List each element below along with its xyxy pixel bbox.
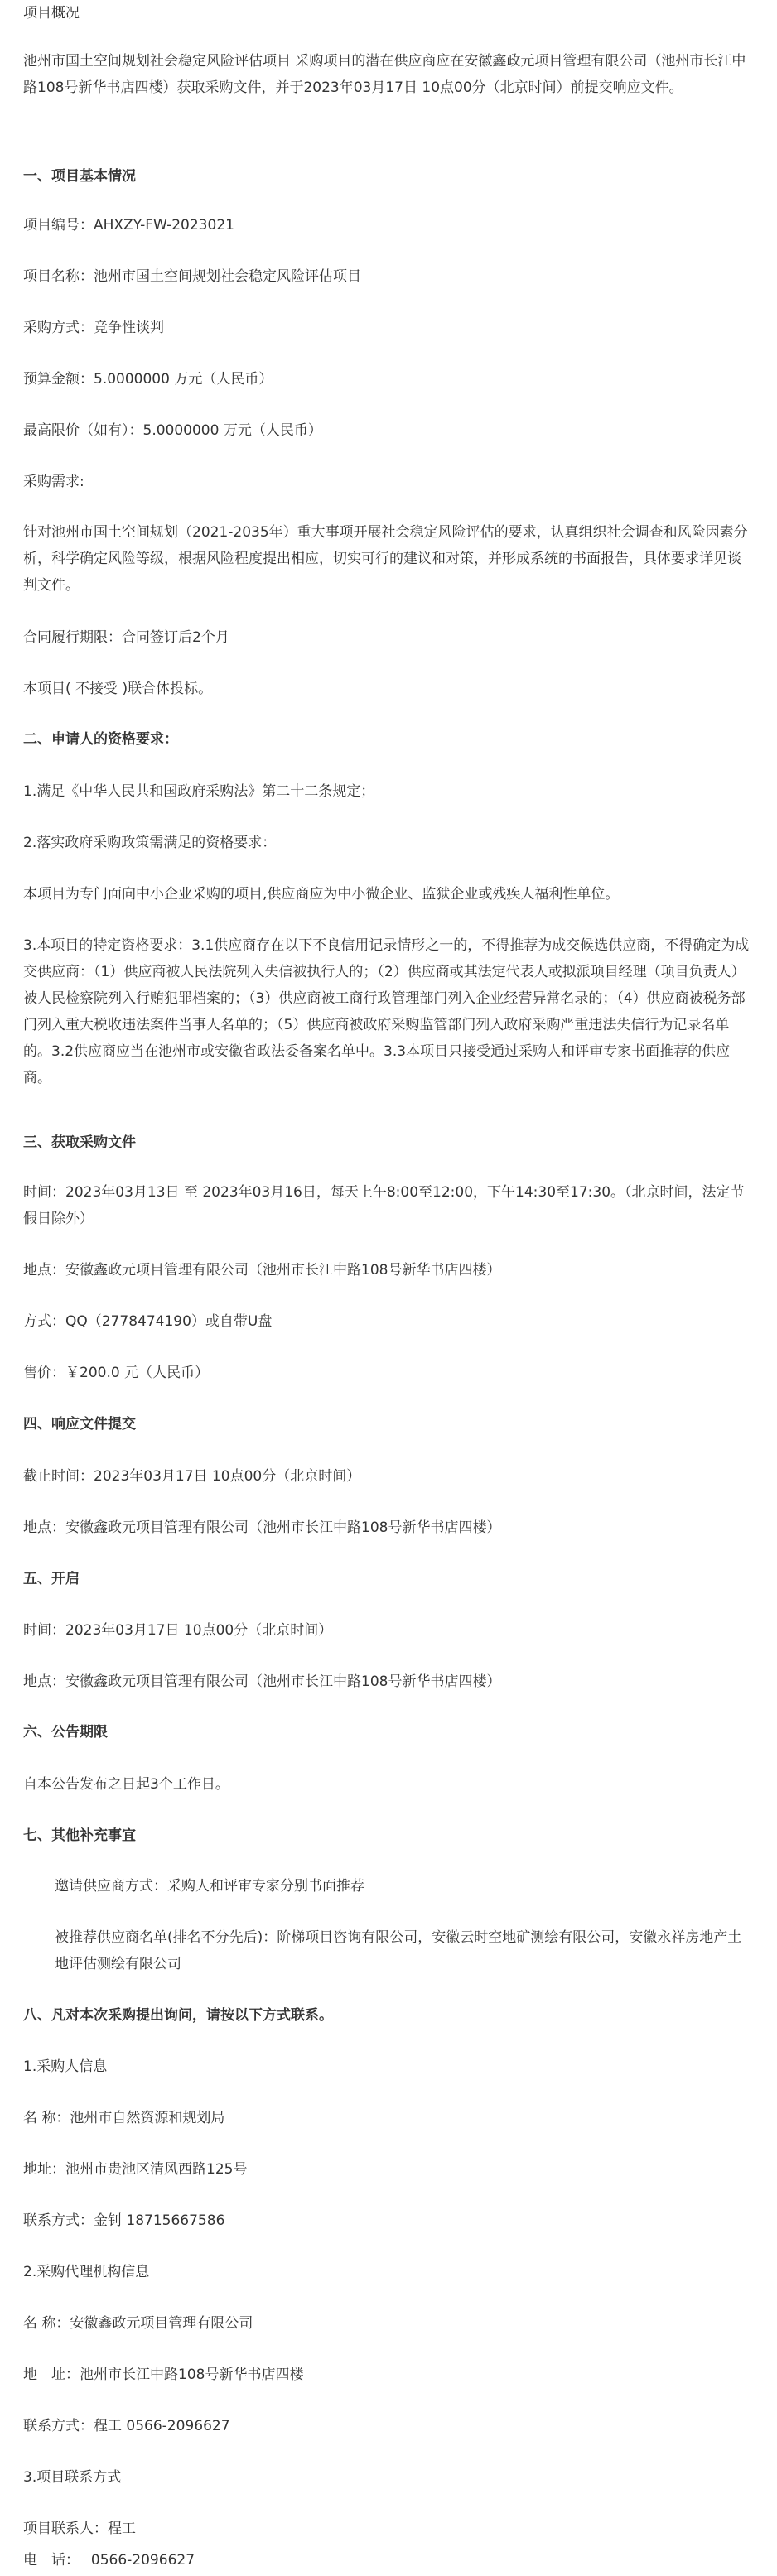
opening-place: 地点：安徽鑫政元项目管理有限公司（池州市长江中路108号新华书店四楼） [23,1673,501,1690]
invite-method: 邀请供应商方式：采购人和评审专家分别书面推荐 [55,1878,364,1895]
purchaser-address: 地址：池州市贵池区清风西路125号 [23,2161,248,2178]
purchaser-name: 名 称：池州市自然资源和规划局 [23,2110,225,2126]
overview-text: 池州市国土空间规划社会稳定风险评估项目 采购项目的潜在供应商应在安徽鑫政元项目管理有限公司（池州市长江中路108号新华书店四楼）获取采购文件，并于2023年03月17日 10点00分（北京时间）前提交响应文件。 [23,53,746,96]
agency-contact: 联系方式：程工 0566-2096627 [23,2418,230,2434]
project-number: 项目编号：AHXZY-FW-2023021 [23,217,234,234]
obtain-method: 方式：QQ（2778474190）或自带U盘 [23,1313,273,1330]
budget-amount: 预算金额：5.0000000 万元（人民币） [23,371,273,388]
section-4-title: 四、响应文件提交 [23,1416,136,1432]
project-name: 项目名称：池州市国土空间规划社会稳定风险评估项目 [23,268,361,285]
overview-title: 项目概况 [23,5,80,22]
procurement-method: 采购方式：竞争性谈判 [23,320,164,336]
qualification-2: 2.落实政府采购政策需满足的资格要求： [23,835,277,851]
requirements-text: 针对池州市国土空间规划（2021-2035年）重大事项开展社会稳定风险评估的要求，认真组织社会调查和风险因素分析，科学确定风险等级，根据风险程度提出相应，切实可行的建议和对策，并形成系统的书面报告，具体要求详见谈判文件。 [23,524,748,594]
qualification-3: 3.本项目的特定资格要求：3.1供应商存在以下不良信用记录情形之一的，不得推荐为成交候选供应商，不得确定为成交供应商：（1）供应商被人民法院列入失信被执行人的；（2）供应商或其法定代表人或拟派项目经理（项目负责人）被人民检察院列入行贿犯罪档案的；（3）供应商被工商行政管理部门列入企业经营异常名录的；（4）供应商被税务部门列入重大税收违法案件当事人名单的；（5）供应商被政府采购监管部门列入政府采购严重违法失信行为记录名单的。3.2供应商应当在池州市或安徽省政法委备案名单中。3.3本项目只接受通过采购人和评审专家书面推荐的供应商。 [23,937,750,1086]
recommended-suppliers: 被推荐供应商名单(排名不分先后)：阶梯项目咨询有限公司，安徽云时空地矿测绘有限公司，安徽永祥房地产土地评估测绘有限公司 [55,1929,742,1972]
purchaser-label: 1.采购人信息 [23,2058,108,2075]
qualification-1: 1.满足《中华人民共和国政府采购法》第二十二条规定； [23,783,375,800]
project-contact-label: 3.项目联系方式 [23,2469,122,2486]
section-6-title: 六、公告期限 [23,1724,108,1741]
opening-time: 时间：2023年03月17日 10点00分（北京时间） [23,1622,333,1639]
agency-label: 2.采购代理机构信息 [23,2264,150,2280]
obtain-place: 地点：安徽鑫政元项目管理有限公司（池州市长江中路108号新华书店四楼） [23,1262,501,1278]
obtain-time: 时间：2023年03月13日 至 2023年03月16日，每天上午8:00至12:00，下午14:30至17:30。（北京时间，法定节假日除外） [23,1184,745,1227]
section-5-title: 五、开启 [23,1571,80,1587]
contract-period: 合同履行期限：合同签订后2个月 [23,629,229,646]
agency-address: 地 址：池州市长江中路108号新华书店四楼 [23,2367,304,2383]
purchaser-contact: 联系方式：金钊 18715667586 [23,2212,225,2229]
project-contact-person: 项目联系人：程工 [23,2521,136,2537]
qualification-2-text: 本项目为专门面向中小企业采购的项目,供应商应为中小微企业、监狱企业或残疾人福利性单位。 [23,886,620,903]
submission-place: 地点：安徽鑫政元项目管理有限公司（池州市长江中路108号新华书店四楼） [23,1519,501,1536]
section-2-title: 二、申请人的资格要求： [23,731,178,748]
submission-deadline: 截止时间：2023年03月17日 10点00分（北京时间） [23,1468,361,1485]
requirements-label: 采购需求: [23,474,84,490]
section-8-title: 八、凡对本次采购提出询问，请按以下方式联系。 [23,2007,333,2024]
project-phone: 电 话： 0566-2096627 [23,2552,195,2569]
document-price: 售价：￥200.0 元（人民币） [23,1365,210,1381]
agency-name: 名 称：安徽鑫政元项目管理有限公司 [23,2315,253,2332]
consortium-note: 本项目( 不接受 )联合体投标。 [23,681,213,697]
section-3-title: 三、获取采购文件 [23,1134,136,1151]
max-price: 最高限价（如有）：5.0000000 万元（人民币） [23,422,322,439]
section-7-title: 七、其他补充事宜 [23,1827,136,1844]
notice-period: 自本公告发布之日起3个工作日。 [23,1776,229,1793]
section-1-title: 一、项目基本情况 [23,168,136,185]
